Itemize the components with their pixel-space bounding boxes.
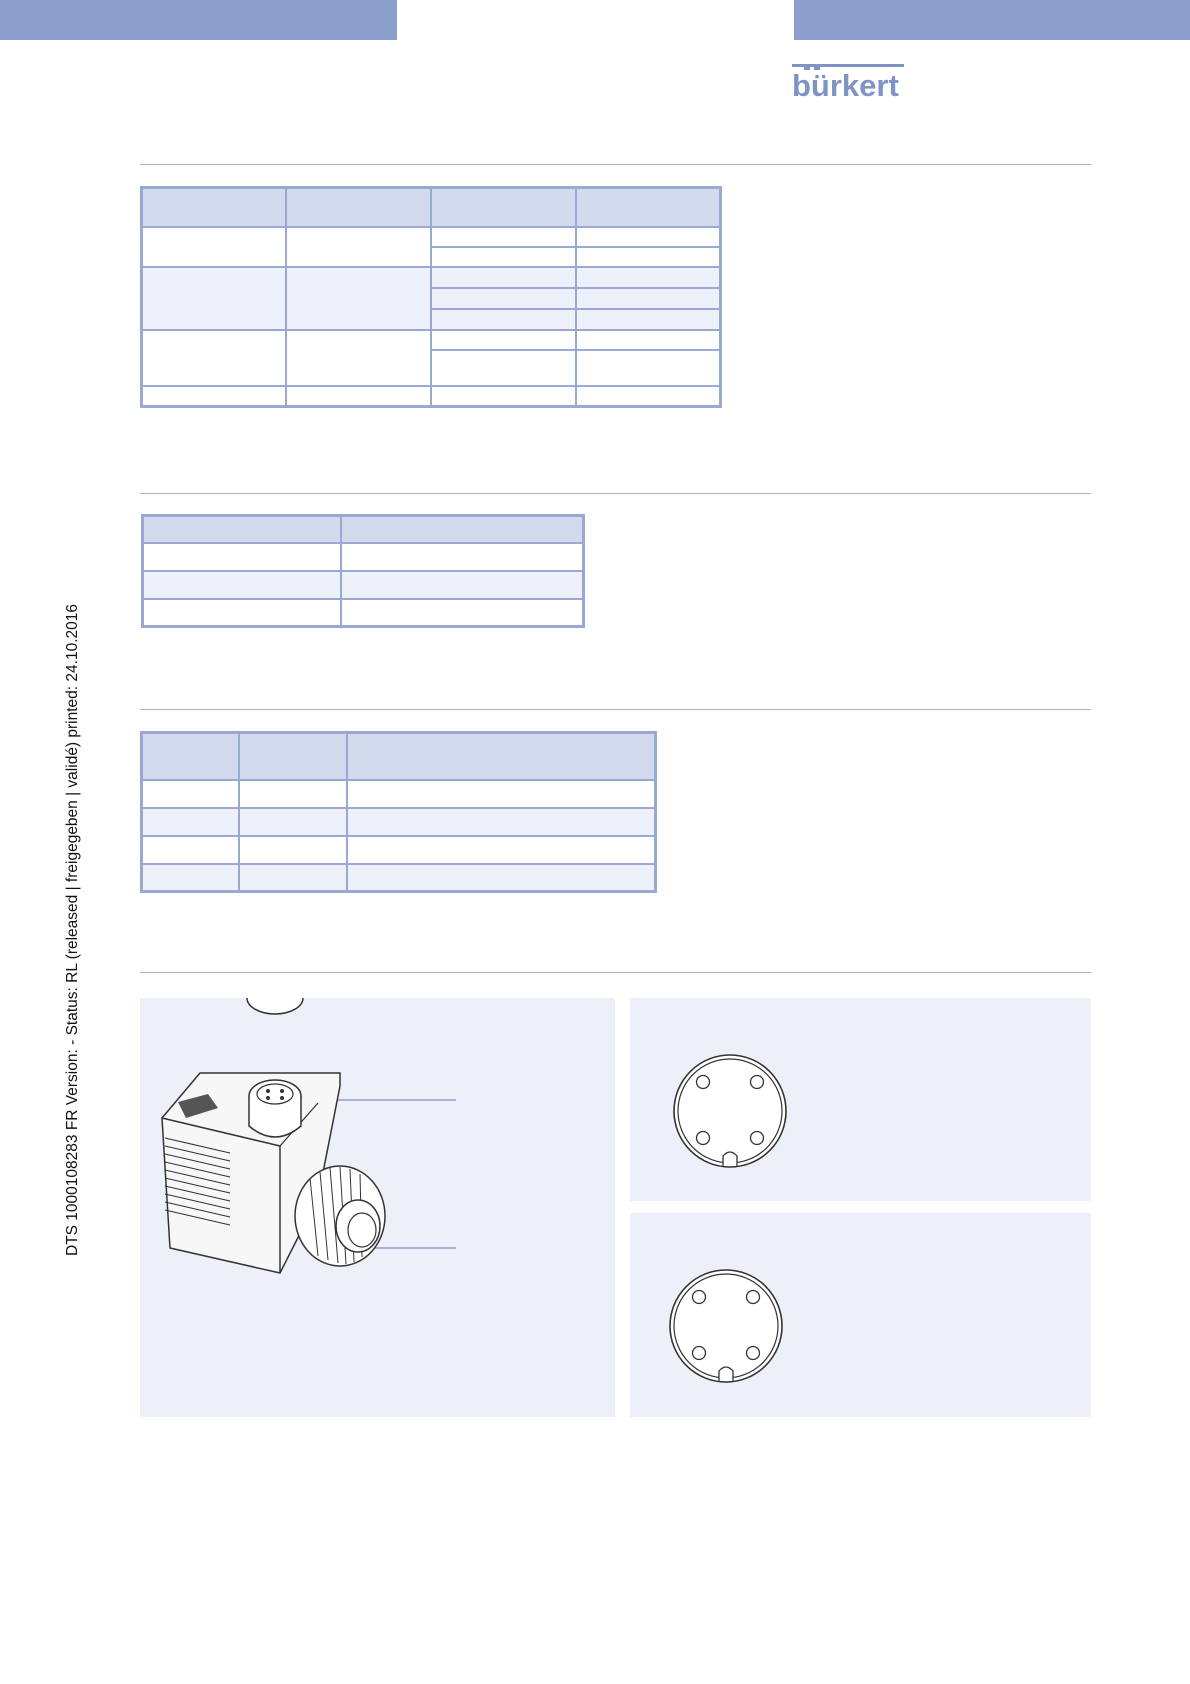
- table1-cell: [576, 247, 721, 268]
- section-rule-4: [140, 972, 1091, 973]
- table2-header-2: [341, 516, 584, 543]
- table1-cell: [431, 330, 576, 351]
- table1-cell: [142, 267, 287, 329]
- spec-table-3: [140, 731, 657, 893]
- table2-cell: [143, 571, 341, 599]
- table1-cell: [576, 386, 721, 407]
- table1-header-4: [576, 188, 721, 227]
- spec-table-2: [141, 514, 585, 628]
- table1-cell: [142, 330, 287, 386]
- table1-cell: [431, 227, 576, 247]
- burkert-logo: [792, 64, 904, 104]
- table1-cell: [286, 267, 431, 329]
- table3-cell: [239, 808, 347, 836]
- table1-cell: [431, 247, 576, 268]
- connector-device-icon: [140, 998, 615, 1417]
- table1-cell: [431, 288, 576, 309]
- table1-cell: [431, 267, 576, 288]
- table1-header-2: [286, 188, 431, 227]
- table1-cell: [431, 386, 576, 407]
- table1-cell: [142, 227, 287, 267]
- section-rule-2: [140, 493, 1091, 494]
- table3-cell: [239, 780, 347, 808]
- table3-cell: [347, 836, 655, 864]
- table2-cell: [341, 543, 584, 571]
- spec-table-1: [140, 186, 722, 408]
- table2-cell: [341, 599, 584, 627]
- table1-cell: [142, 386, 287, 407]
- document-status-note: DTS 1000108283 FR Version: - Status: RL (released | freigegeben | validé) printed: 24.10.2016: [64, 604, 81, 1256]
- table2-cell: [143, 599, 341, 627]
- table1-cell: [576, 288, 721, 309]
- table1-header-3: [431, 188, 576, 227]
- table1-cell: [576, 309, 721, 330]
- table2-header-1: [143, 516, 341, 543]
- pinout-panel-bottom: [630, 1213, 1091, 1417]
- table3-cell: [239, 836, 347, 864]
- section-rule-3: [140, 709, 1091, 710]
- socket-pinout-icon: [630, 998, 1091, 1201]
- table3-cell: [347, 808, 655, 836]
- table1-header-1: [142, 188, 287, 227]
- table1-cell: [286, 227, 431, 267]
- table1-cell: [576, 227, 721, 247]
- table1-cell: [576, 330, 721, 351]
- header-bar-right: [794, 0, 1190, 40]
- pinout-panel-top: [630, 998, 1091, 1201]
- table3-cell: [142, 808, 240, 836]
- table1-cell: [576, 267, 721, 288]
- table3-header-2: [239, 733, 347, 780]
- section-rule-1: [140, 164, 1091, 165]
- product-figure-panel: [140, 998, 615, 1417]
- table3-cell: [142, 780, 240, 808]
- table1-cell: [576, 350, 721, 385]
- table3-cell: [239, 864, 347, 892]
- table1-cell: [431, 350, 576, 385]
- plug-pinout-icon: [630, 1213, 1091, 1417]
- table2-cell: [341, 571, 584, 599]
- table2-cell: [143, 543, 341, 571]
- table3-cell: [142, 836, 240, 864]
- table1-cell: [286, 330, 431, 386]
- table1-cell: [431, 309, 576, 330]
- header-bar-left: [0, 0, 397, 40]
- table3-header-1: [142, 733, 240, 780]
- table3-cell: [142, 864, 240, 892]
- table3-cell: [347, 864, 655, 892]
- table1-cell: [286, 386, 431, 407]
- table3-header-3: [347, 733, 655, 780]
- logo-text: bürkert: [792, 68, 899, 103]
- table3-cell: [347, 780, 655, 808]
